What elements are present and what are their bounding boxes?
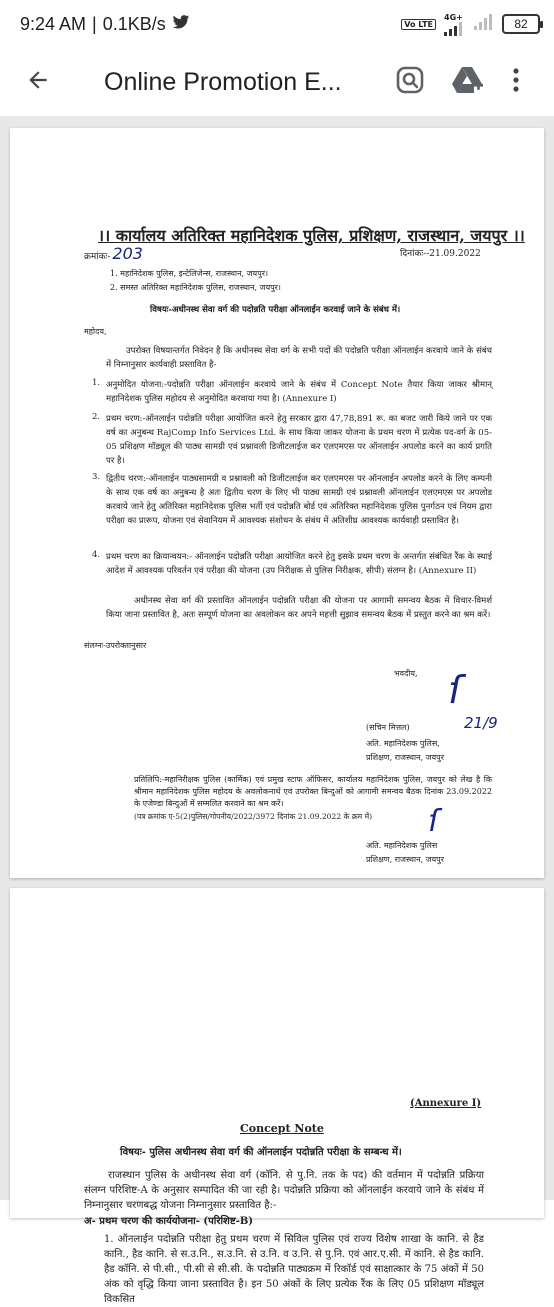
twitter-icon [172,14,190,35]
volte-indicator: Vo LTE [401,19,436,30]
pdf-page-2 [10,888,544,1305]
add-to-drive-button[interactable] [444,58,492,106]
letter-subject: विषयः-अधीनस्थ सेवा वर्ग की पदोन्नति परीक्षा ऑनलाईन करवाई जाने के संबंध में। [150,305,401,315]
signatory-office: प्रशिक्षण, राजस्थान, जयपुर [366,753,445,762]
signatory-office-2: प्रशिक्षण, राजस्थान, जयपुर [366,855,445,864]
phase-one-heading: अ- प्रथम चरण की कार्ययोजना- (परिशिष्ट-B) [84,1216,254,1227]
signatory-name: (सचिन मित्तल) [366,723,410,732]
copy-reference: (पत्र क्रमांक ए-5(2)पुलिस/गोपनीय/2022/3972 दिनांक 21.09.2022 के क्रम में) [134,812,373,821]
item-4-number: 4. [92,550,101,560]
back-button[interactable] [8,52,68,112]
more-vert-icon [513,68,519,96]
network-type: 4G+ [444,12,463,22]
lens-icon [395,65,425,99]
item-1-number: 1. [92,378,101,388]
concept-subject: विषयः- पुलिस अधीनस्थ सेवा वर्ग की ऑनलाईन पदोन्नति परीक्षा के सम्बन्ध में। [120,1147,402,1158]
addressee-1: 1. महानिदेशक पुलिस, इन्टेलिजेन्स, राजस्थान, जयपुर। [110,269,269,278]
signature-mark: ſ [448,668,462,712]
signature-mark-2: ſ [428,804,439,839]
lens-button[interactable] [386,58,434,106]
signatory-title: अति. महानिदेशक पुलिस, [366,739,440,748]
concept-intro: राजस्थान पुलिस के अधीनस्थ सेवा वर्ग (कॉनि. से पु.नि. तक के पद) की वर्तमान में पदोन्नति प्रक्रिया संलग्न परिशिष्ट-A के अनुसार सम्पादित की जा रही है। पदोन्नति प्रक्रिया को ऑनलाईन करवाये जाने के संबंध में निम्नानुसार चरणबद्ध योजना निम्नानुसार प्रस्तावित है:- [84,1170,484,1211]
copy-to-paragraph: प्रतिलिपि:-महानिरीक्षक पुलिस (कार्मिक) एवं प्रमुख स्टाफ ऑफिसर, कार्यालय महानिदेशक पुलिस, जयपुर को लेख है कि श्रीमान महानिदेशक पुलिस महोदय के अवलोकनार्थ एवं उपरोक्त बिन्दुओं को आगामी समन्वय बैठक दिनांक 23.09.2022 के एजेण्डा बिन्दुओं में सम्मलित करवाने का श्रम करें। [134,775,492,808]
addressee-2: 2. समस्त अतिरिक्त महानिदेशक पुलिस, राजस्थान, जयपुर। [110,283,281,292]
app-bar [0,48,554,116]
signal-icon [444,13,466,36]
more-options-button[interactable] [502,58,530,106]
item-3-number: 3. [92,472,101,482]
item-2-number: 2. [92,412,101,422]
concept-point-1: 1. ऑनलाईन पदोन्नति परीक्षा हेतु प्रथम चरण में सिविल पुलिस एवं राज्य विशेष शाखा के कानि. से हैड कानि., हैड कानि. से स.उ.नि., स.उ.नि. से उ.नि. व उ.नि. से पु.नि. एवं आर.ए.सी. में कानि. से हैड कानि. हैड कॉनि. से पी.सी., पी.सी से सी.सी. के पदोन्नति पाठ्यक्रम में रिकॉर्ड एवं साक्षात्कार के 75 अंकों में 50 अंक को वृद्धि किया जाना प्रस्तावित है। इन 50 अंकों के लिए प्रत्येक रैंक के लिए 05 प्रशिक्षण मॉड्यूल विकसित [104,1234,484,1305]
yours-faithfully: भवदीय, [394,669,418,678]
annexure-label: (Annexure I) [410,1098,482,1109]
reference-number [84,244,143,263]
status-bar [0,0,554,48]
enclosure-note: संलग्नः-उपरोक्तानुसार [84,641,147,650]
signature-date: 21/9 [464,714,498,732]
status-time: 9:24 AM [20,13,87,34]
item-1-text: अनुमोदित योजना:-पदोन्नति परीक्षा ऑनलाईन करवाये जाने के संबंध में Concept Note तैयार किया जाकर श्रीमान् महानिदेशक पुलिस महोदय से अनुमोदित करवाया गया है। (Annexure I) [106,380,492,404]
item-4-text: प्रथम चरण का क्रियान्वयन:- ऑनलाईन पदोन्नति परीक्षा आयोजित करने हेतु इसके प्रथम चरण के अन्तर्गत संबंधित रैंक के स्थाई आदेश में आवश्यक परिवर्तन एवं परीक्षा की योजना (उप निरीक्षक से पुलिस निरीक्षक, सीपी) संलग्न है। (Annexure II) [106,552,492,576]
item-2-text: प्रथम चरण:-ऑनलाईन पदोन्नति परीक्षा आयोजित करने हेतु सरकार द्वारा 47,78,891 रू. का बजट जारी किये जाने पर एक वर्ष का अनुबन्ध RajComp Info Services Ltd. के साथ किया जाकर योजना के प्रथम चरण में प्रत्येक पद-वर्ग के 05-05 प्रशिक्षण मॉड्यूल की पाठ्य सामग्री एवं प्रश्नावली डिजीटलाईज कर एलएमएस पर ऑनलाईन अपलोड करने का कार्य प्रगति पर है। [106,414,492,466]
battery-indicator: 82 [502,14,540,34]
status-speed: 0.1KB/s [102,13,166,34]
salutation: महोदय, [84,327,107,336]
closing-paragraph: अधीनस्थ सेवा वर्ग की प्रस्तावित ऑनलाईन पदोन्नति परीक्षा की योजना पर आगामी समन्वय बैठक में विचार-विमर्श किया जाना प्रस्तावित है, अतः सम्पूर्ण योजना का अवलोकन कर अपने महत्ती सुझाव समन्वय बैठक में प्रस्तुत करने का श्रम करें। [106,596,492,620]
letter-date: दिनांकः--21.09.2022 [400,249,481,259]
status-separator: | [92,13,97,34]
document-viewer[interactable] [0,116,554,1305]
signatory-title-2: अति. महानिदेशक पुलिस [366,841,438,850]
pdf-page-1 [10,128,544,878]
item-3-text: द्वितीय चरण:-ऑनलाईन पाठ्यसामग्री व प्रश्नावली को डिजीटलाईज कर एलएमएस पर ऑनलाईन अपलोड करने के लिए कम्पनी के साथ एक वर्ष का अनुबन्ध है अतः द्वितीय चरण के लिए भी पाठ्य सामग्री एवं प्रश्नावली ऑनलाईन एलएमएस पर अपलोड करवाये जाने हेतु अतिरिक्त महानिदेशक पुलिस भर्ती एवं पदोन्नति बोर्ड एवं अतिरिक्त महानिदेशक पुलिस पुनर्गठन एवं नियम द्वारा परीक्षा का प्रारूप, योजना एवं सेवानियम में आवश्यक संशोधन के संबंध में अतिशीघ्र आवश्यक कार्यवाही प्रस्तावित है। [106,474,492,526]
reference-handwritten-number: 203 [112,244,143,263]
concept-note-title: Concept Note [240,1122,324,1135]
document-title: Online Promotion E... [104,67,342,96]
back-arrow-icon [25,67,51,97]
office-header: ।। कार्यालय अतिरिक्त महानिदेशक पुलिस, प्रशिक्षण, राजस्थान, जयपुर ।। [98,226,525,245]
reference-label: क्रमांकः- [84,252,111,262]
intro-paragraph: उपरोक्त विषयान्तर्गत निवेदन है कि अधीनस्थ सेवा वर्ग के सभी पदों की पदोन्नति परीक्षा ऑनलाईन करवाये जाने के संबंध में निम्नानुसार कार्यवाही प्रस्तावित है- [106,346,492,370]
signal-icon-2 [474,14,494,35]
add-to-drive-icon [452,65,484,99]
